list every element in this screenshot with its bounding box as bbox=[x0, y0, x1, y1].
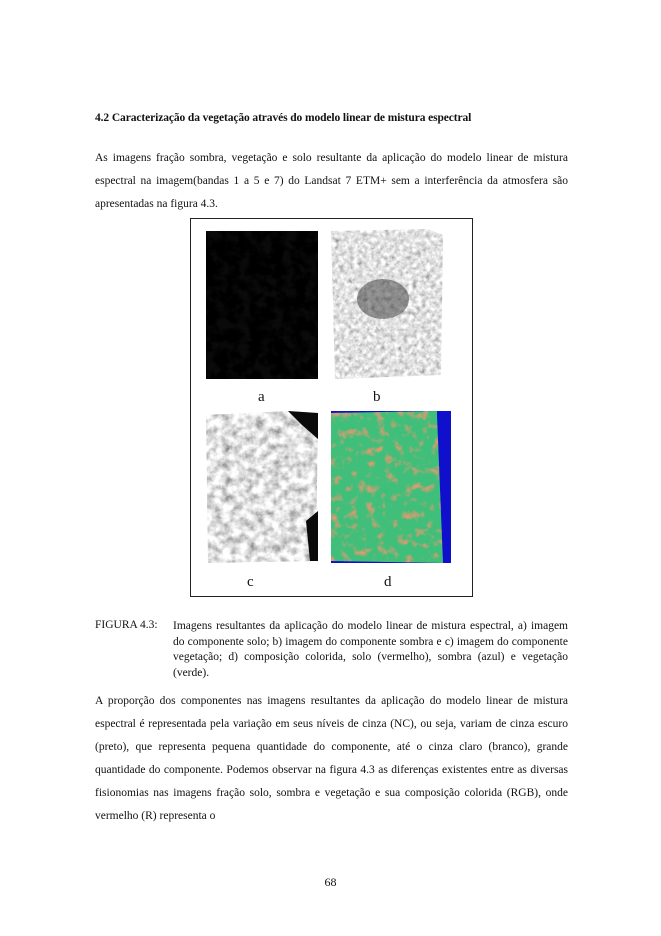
figure-4-3 bbox=[190, 218, 473, 597]
section-heading: 4.2 Caracterização da vegetação através do modelo linear de mistura espectral bbox=[95, 112, 472, 124]
panel-a-label: a bbox=[258, 389, 265, 405]
panel-b-label: b bbox=[373, 389, 381, 405]
panel-d-image bbox=[331, 411, 451, 563]
paragraph-body: A proporção dos componentes nas imagens resultantes da aplicação do modelo linear de mistura espectral é representada pela variação em seus níveis de cinza (NC), ou seja, variam de cinza escuro (preto), que representa pequena quantidade do componente, até o cinza claro (branco), grande quantidade do componente. Podemos observar na figura 4.3 as diferenças existentes entre as diversas fisionomias nas imagens fração solo, sombra e vegetação e sua composição colorida (RGB), onde vermelho (R) representa o bbox=[95, 695, 568, 822]
figure-caption-text: Imagens resultantes da aplicação do modelo linear de mistura espectral, a) imagem do componente solo; b) imagem do componente sombra e c) imagem do componente vegetação; d) composição colorida, solo (vermelho), sombra (azul) e vegetação (verde). bbox=[173, 620, 568, 679]
paragraph-intro: As imagens fração sombra, vegetação e solo resultante da aplicação do modelo linear de mistura espectral na imagem(bandas 1 a 5 e 7) do Landsat 7 ETM+ sem a interferência da atmosfera são apresentadas na figura 4.3. bbox=[95, 152, 568, 210]
panel-c-label: c bbox=[247, 574, 254, 590]
panel-c-image bbox=[206, 411, 318, 563]
page-number: 68 bbox=[324, 875, 337, 889]
panel-a-image bbox=[206, 231, 318, 379]
panel-d-label: d bbox=[384, 574, 392, 590]
figure-caption-label: FIGURA 4.3: bbox=[95, 619, 158, 631]
panel-b-image bbox=[331, 229, 443, 379]
